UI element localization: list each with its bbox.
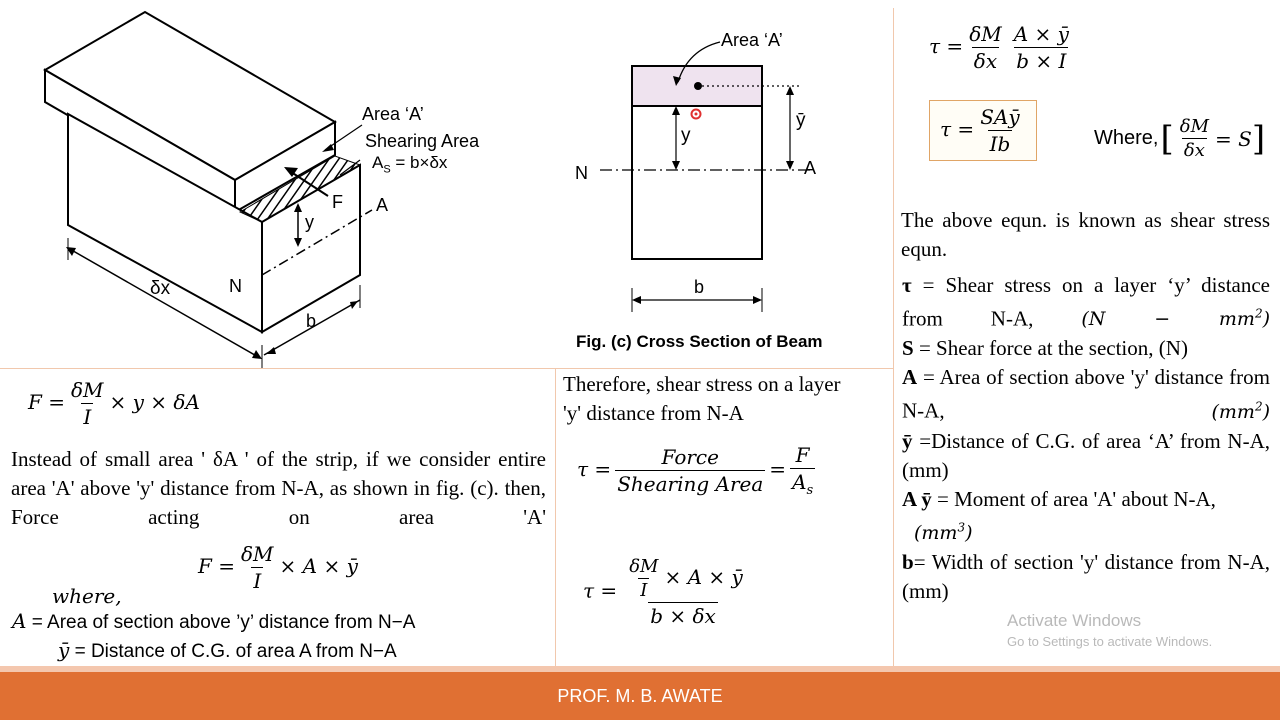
cs-y-label: y	[681, 125, 691, 146]
iso-n-label: N	[229, 276, 242, 296]
cs-a-label: A	[804, 158, 817, 178]
iso-y-label: y	[305, 212, 314, 232]
cs-n-label: N	[575, 163, 588, 183]
iso-force-label: F	[332, 192, 343, 212]
right-eq2-boxed: τ = $\frac{\text{SAȳ}}{Ib}$	[929, 100, 1037, 161]
iso-a-label: A	[376, 195, 389, 215]
cs-b-label: b	[694, 277, 705, 297]
divider-right	[893, 8, 894, 666]
left-def-a: A = Area of section above ’y’ distance from N−A	[12, 609, 416, 633]
activate-windows-title: Activate Windows	[1007, 611, 1142, 630]
left-def-ybar: ȳ = Distance of C.G. of area A from N−A	[58, 638, 397, 662]
right-known-text: The above equn. is known as shear stress equn.	[901, 208, 1270, 261]
right-definitions	[902, 271, 1270, 606]
iso-b-label: b	[306, 311, 317, 331]
middle-eq1: τ = $\frac{\text{Force}}{\text{Shearing Area}}$ = $\frac{F}{A_s}$	[577, 443, 814, 498]
def-tau: τ = Shear stress on a layer ‘y’ distance from N-A, $(N - mm^2)$	[902, 273, 1270, 331]
beam-isometric-figure	[0, 0, 560, 370]
activate-windows-subtitle: Go to Settings to activate Windows.	[1007, 634, 1213, 649]
iso-dx-label: δx	[150, 278, 171, 299]
middle-eq2: τ = $\frac{\delta M}{I}$ × A × ȳ b × δx	[583, 556, 743, 628]
cs-ybar-label: ȳ	[796, 110, 806, 131]
footer-author: PROF. M. B. AWATE	[557, 685, 723, 706]
right-eq1: τ = $\frac{\delta M}{\delta x}$ $\frac{A \times ȳ}{b \times I}$	[929, 22, 1069, 73]
cross-section-figure	[570, 20, 860, 320]
cs-area-label: Area ‘A’	[721, 30, 783, 50]
cs-caption: Fig. (c) Cross Section of Beam	[576, 332, 823, 351]
divider-middle	[555, 368, 556, 666]
footer-bar	[0, 672, 1280, 720]
def-s: S = Shear force at the section, (N)	[902, 336, 1188, 361]
right-where: Where, [ $\frac{\delta M}{\delta x}$ = S ]	[1094, 116, 1266, 161]
def-b: b= Width of section 'y' distance from N-A, (mm)	[902, 549, 1270, 603]
left-paragraph: Instead of small area ' δA ' of the strip, if we consider entire area 'A' above 'y' distance from N-A, as shown in fig. (c). then, Force acting on area 'A'	[11, 447, 546, 529]
left-eq1: F = $\frac{\delta M}{I}$ × y × δA	[28, 378, 200, 429]
def-a: A = Area of section above 'y' distance from N-A, $(mm^2)$	[902, 365, 1270, 423]
def-ybar: ȳ =Distance of C.G. of area ‘A’ from N-A, (mm)	[902, 428, 1270, 482]
def-moment: A ȳ = Moment of area 'A' about N-A, $(mm^3)$	[902, 486, 1216, 544]
iso-area-label: Area ‘A’	[362, 104, 424, 124]
iso-shearing-area-label: Shearing Area	[365, 131, 480, 151]
middle-paragraph: Therefore, shear stress on a layer 'y' distance from N-A	[563, 372, 841, 425]
left-eq2: F = $\frac{\delta M}{I}$ × A × ȳ	[198, 542, 358, 593]
iso-as-label: $A_S = b\times\delta x$	[372, 153, 448, 176]
left-where: where,	[52, 584, 122, 608]
